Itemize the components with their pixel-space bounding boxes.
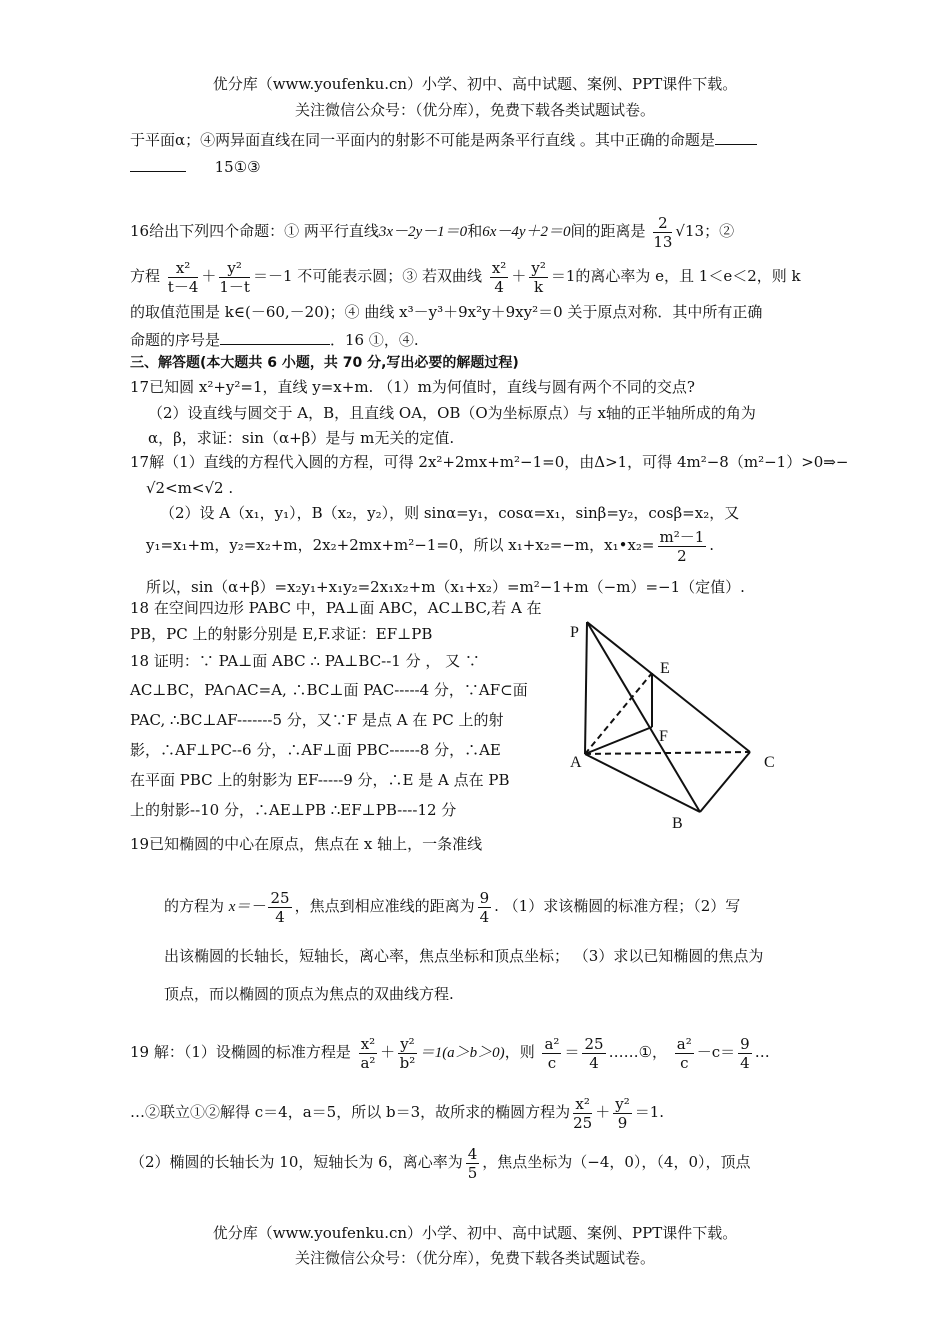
q15-line: 于平面α；④两异面直线在同一平面内的射影不可能是两条平行直线 。其中正确的命题是 xyxy=(130,130,757,150)
q18-proof-4: 影，∴AF⊥PC--6 分，∴AF⊥面 PBC------8 分，∴AE xyxy=(130,741,501,759)
q18-proof-3: PAC, ∴BC⊥AF-------5 分，又∵F 是点 A 在 PC 上的射 xyxy=(130,711,504,729)
edge-PC xyxy=(587,622,750,752)
q19-line-2: 的方程为 x＝－ $\frac{25}{4}$ ，焦点到相应准线的距离为 $\frac{9}{4}$ . （1）求该椭圆的标准方程；（2）写 xyxy=(164,888,741,926)
q19-solution-3: （2）椭圆的长轴长为 10，短轴长为 6，离心率为 $\frac{4}{5}$ ，焦点坐标为（−4，0），（4，0），顶点 xyxy=(130,1144,751,1182)
q17-line-1: 17已知圆 x²+y²=1，直线 y=x+m. （1）m为何值时，直线与圆有两个不同的交点? xyxy=(130,378,695,396)
label-C: C xyxy=(764,754,775,771)
q16-line-2: 方程 $\frac{\text{x²}}{t-4}$ ＋ $\frac{\text{y²}}{1-t}$ ＝－1 不可能表示圆；③ 若双曲线 $\frac{\text{x²}}{4}$ ＋ $\frac{\text{y²}}{k}$ ＝1的离心率为 e，且 1＜e＜2，则 k xyxy=(130,258,801,296)
q15-answer: 15①③ xyxy=(130,157,261,177)
q17-solution-1: 17解（1）直线的方程代入圆的方程，可得 2x²+2mx+m²−1=0，由Δ>1，可得 4m²−8（m²−1）>0⇒− xyxy=(130,453,849,471)
distance-fraction: $\frac{2}{13}$ xyxy=(653,213,673,251)
label-E: E xyxy=(660,660,670,677)
section-3-heading: 三、解答题(本大题共 6 小题，共 70 分,写出必要的解题过程) xyxy=(130,355,519,371)
q19-solution-1: 19 解：（1）设椭圆的标准方程是 $\frac{\text{x²}}{\text{a²}}$ ＋ $\frac{\text{y²}}{\text{b²}}$ ＝1(a＞b＞0)，则 $\frac{\text{a²}}{c}$ ＝ $\frac{25}{4}$ ……①， $\frac{\text{a²}}{c}$ －c＝ $\frac{9}{4}$ … xyxy=(130,1034,770,1072)
segment-AF xyxy=(585,727,652,754)
q19-line-1: 19已知椭圆的中心在原点，焦点在 x 轴上，一条准线 xyxy=(130,835,483,853)
q17-line-2: （2）设直线与圆交于 A，B，且直线 OA，OB（O为坐标原点）与 x轴的正半轴所成的角为 xyxy=(148,404,756,422)
q18-proof-5: 在平面 PBC 上的射影为 EF-----9 分，∴E 是 A 点在 PB xyxy=(130,771,510,789)
q19-line-4: 顶点，而以椭圆的顶点为焦点的双曲线方程. xyxy=(164,985,454,1003)
q16-line-4: 命题的序号是 ．16 ①，④. xyxy=(130,331,419,349)
edge-AC xyxy=(585,752,750,754)
q17-solution-3: （2）设 A（x₁，y₁），B（x₂，y₂），则 sinα=y₁，cosα=x₁，sinβ=y₂，cosβ=x₂，又 xyxy=(160,504,740,522)
footer-line-2: 关注微信公众号：（优分库），免费下载各类试题试卷。 xyxy=(294,1249,655,1267)
tetrahedron-figure xyxy=(560,610,800,835)
q18-proof-2: AC⊥BC，PA∩AC=A, ∴BC⊥面 PAC-----4 分，∵AF⊂面 xyxy=(130,681,528,699)
q17-solution-4: y₁=x₁+m，y₂=x₂+m，2x₂+2mx+m²−1=0，所以 x₁+x₂=−m，x₁•x₂= $\frac{\text{m²－1}}{2}$ . xyxy=(146,527,715,565)
q19-solution-2: …②联立①②解得 c＝4，a＝5，所以 b＝3，故所求的椭圆方程为 $\frac{\text{x²}}{25}$ ＋ $\frac{\text{y²}}{9}$ ＝1. xyxy=(130,1094,665,1132)
edge-BC xyxy=(700,752,750,812)
edge-PA xyxy=(585,622,587,754)
q17-line-3: α，β，求证：sin（α+β）是与 m无关的定值. xyxy=(148,429,455,447)
q16-line-1: 16给出下列四个命题：① 两平行直线3x－2y－1＝0和6x－4y＋2＝0间的距离是 $\frac{2}{13}$ √13；② xyxy=(130,213,735,251)
header-line-1: 优分库（www.youfenku.cn）小学、初中、高中试题、案例、PPT课件下载。 xyxy=(212,75,738,93)
q18-line-2: PB，PC 上的射影分别是 E,F.求证：EF⊥PB xyxy=(130,625,433,643)
q17-solution-2: √2<m<√2 . xyxy=(146,479,234,497)
label-F: F xyxy=(659,728,668,745)
q18-proof-6: 上的射影--10 分，∴AE⊥PB ∴EF⊥PB----12 分 xyxy=(130,801,457,819)
header-line-2: 关注微信公众号：（优分库），免费下载各类试题试卷。 xyxy=(294,101,655,119)
q17-solution-5: 所以，sin（α+β）=x₂y₁+x₁y₂=2x₁x₂+m（x₁+x₂）=m²−1+m（−m）=−1（定值）. xyxy=(146,578,745,596)
q18-line-1: 18 在空间四边形 PABC 中，PA⊥面 ABC，AC⊥BC,若 A 在 xyxy=(130,599,542,617)
q18-proof-1: 18 证明：∵ PA⊥面 ABC ∴ PA⊥BC--1 分 ， 又 ∵ xyxy=(130,652,480,670)
q19-line-3: 出该椭圆的长轴长，短轴长，离心率，焦点坐标和顶点坐标； （3）求以已知椭圆的焦点为 xyxy=(164,947,764,965)
footer-line-1: 优分库（www.youfenku.cn）小学、初中、高中试题、案例、PPT课件下载。 xyxy=(212,1224,738,1242)
label-B: B xyxy=(672,815,683,832)
q16-line-3: 的取值范围是 k∈(－60,－20)；④ 曲线 x³－y³＋9x²y＋9xy²＝0 关于原点对称．其中所有正确 xyxy=(130,303,763,321)
label-P: P xyxy=(570,624,579,641)
label-A: A xyxy=(570,754,582,771)
